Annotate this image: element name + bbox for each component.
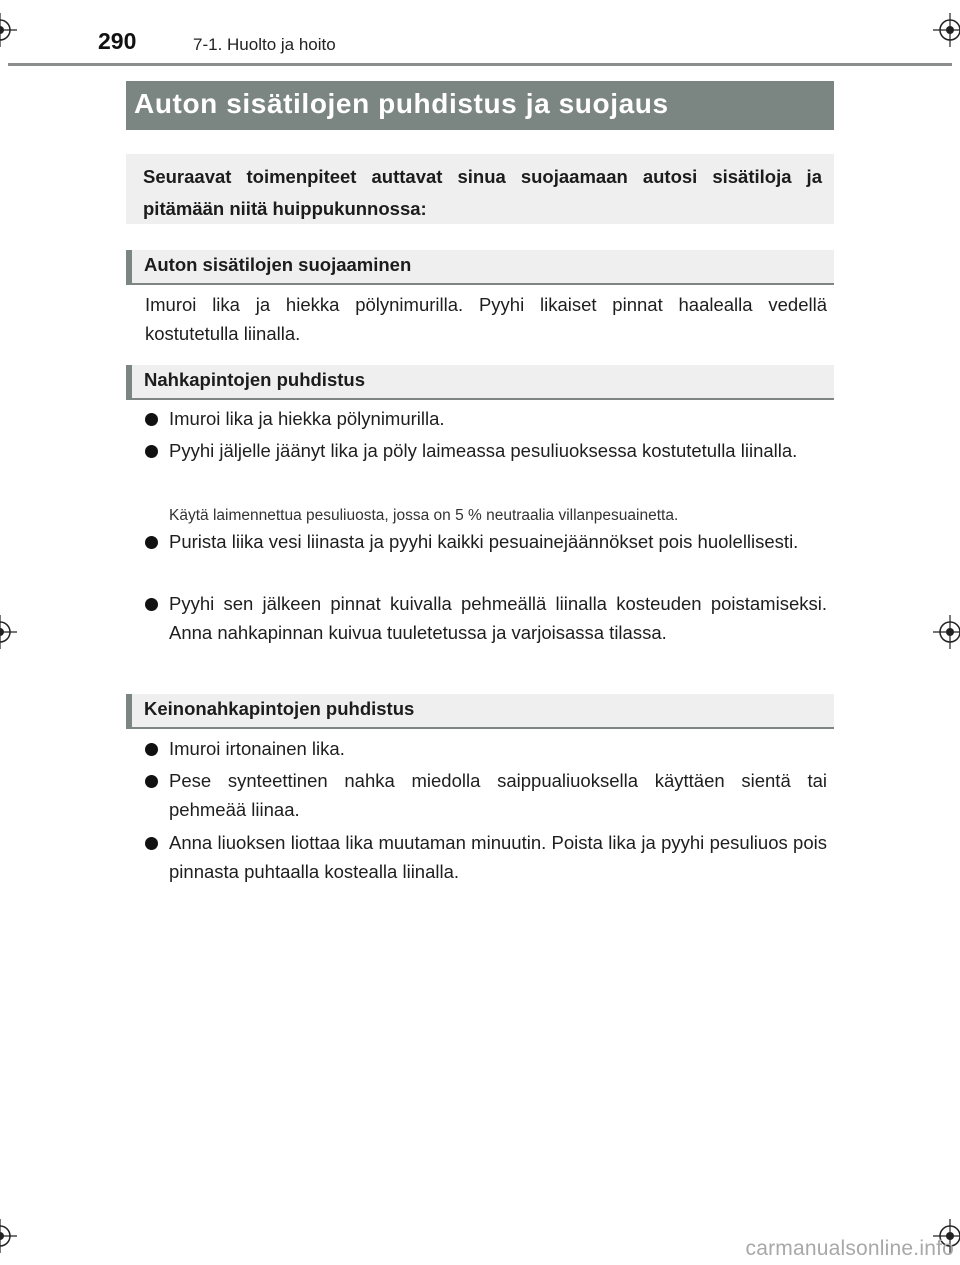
bullet-icon	[145, 445, 158, 458]
list-item	[145, 405, 827, 434]
section-heading-interior-protection: Auton sisätilojen suojaaminen	[126, 250, 834, 285]
list-item-text: Pyyhi sen jälkeen pinnat kuivalla pehmeällä liinalla kosteuden poistamiseksi. Anna nahkapinnan kuivua tuuletetussa ja varjoisassa tilassa.	[169, 593, 827, 643]
list-item-text: Pese synteettinen nahka miedolla saippualiuoksella käyttäen sientä tai pehmeää liinaa.	[169, 770, 827, 820]
registration-mark-icon	[933, 615, 960, 649]
section-paragraph: Imuroi lika ja hiekka pölynimurilla. Pyyhi likaiset pinnat haalealla vedellä kostutetulla liinalla.	[145, 294, 827, 344]
registration-mark-icon	[0, 1219, 17, 1253]
watermark-link[interactable]: carmanualsonline.info	[745, 1237, 954, 1260]
bullet-icon	[145, 413, 158, 426]
list-item-text: Purista liika vesi liinasta ja pyyhi kaikki pesuainejäännökset pois huolellisesti.	[169, 531, 799, 552]
list-item	[145, 735, 827, 764]
list-item-text: Pyyhi jäljelle jäänyt lika ja pöly laimeassa pesuliuoksessa kostutetulla liinalla.	[169, 440, 798, 461]
bullet-icon	[145, 837, 158, 850]
list-item-text: Imuroi lika ja hiekka pölynimurilla.	[169, 408, 445, 429]
list-item-text: Anna liuoksen liottaa lika muutaman minuutin. Poista lika ja pyyhi pesuliuos pois pinnasta puhtaalla kostealla liinalla.	[169, 832, 827, 882]
bullet-icon	[145, 536, 158, 549]
list-item	[145, 528, 827, 557]
registration-mark-icon	[0, 615, 17, 649]
bullet-icon	[145, 775, 158, 788]
page-header	[0, 0, 960, 70]
header-rule	[8, 63, 952, 66]
list-item-text: Imuroi irtonainen lika.	[169, 738, 345, 759]
list-item	[145, 437, 827, 466]
note-text: Käytä laimennettua pesuliuosta, jossa on 5 % neutraalia villanpesuainetta.	[169, 507, 679, 524]
list-item	[145, 590, 827, 647]
chapter-title: 7-1. Huolto ja hoito	[193, 35, 336, 54]
bullet-icon	[145, 743, 158, 756]
list-item	[145, 767, 827, 824]
section-heading-synthetic-leather-cleaning: Keinonahkapintojen puhdistus	[126, 694, 834, 729]
section-heading-leather-cleaning: Nahkapintojen puhdistus	[126, 365, 834, 400]
list-item	[145, 829, 827, 886]
intro-box: Seuraavat toimenpiteet auttavat sinua suojaamaan autosi sisätiloja ja pitämään niitä huippukunnossa:	[126, 154, 834, 224]
bullet-icon	[145, 598, 158, 611]
page-title: Auton sisätilojen puhdistus ja suojaus	[126, 81, 834, 130]
page-number: 290	[98, 28, 137, 54]
